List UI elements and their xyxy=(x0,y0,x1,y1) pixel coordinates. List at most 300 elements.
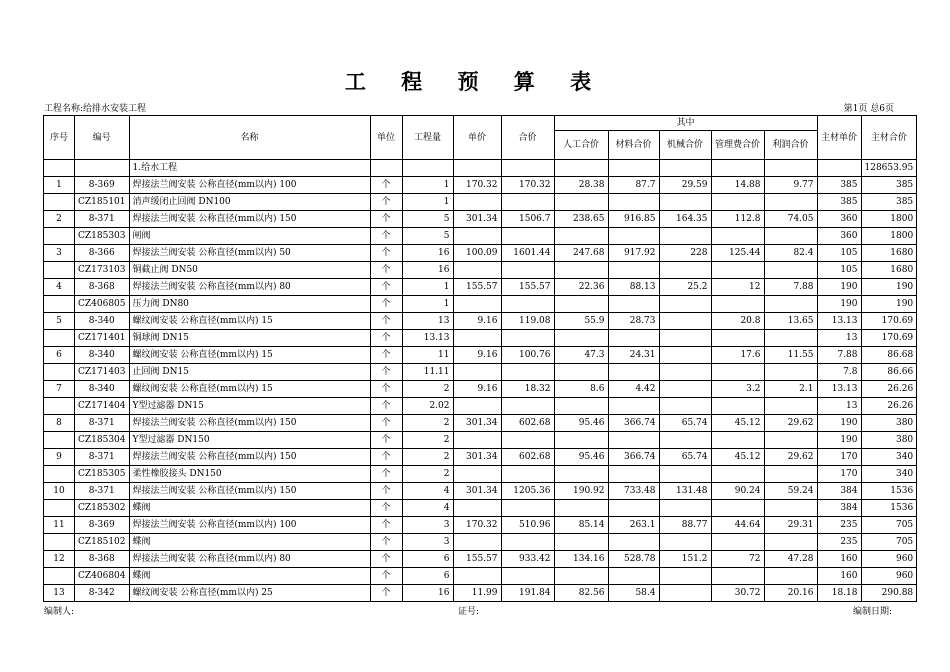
cell-code: CZ171403 xyxy=(75,364,130,381)
header-total: 合价 xyxy=(501,116,554,160)
cell-material xyxy=(608,568,659,585)
cell-labor: 22.36 xyxy=(554,279,608,296)
cell-unit: 个 xyxy=(370,534,402,551)
header-material: 材料合价 xyxy=(608,131,659,160)
cell-profit xyxy=(764,194,817,211)
cell-material xyxy=(608,432,659,449)
cell-total: 155.57 xyxy=(501,279,554,296)
cell-total: 1205.36 xyxy=(501,483,554,500)
cell-qty: 16 xyxy=(402,585,453,602)
header-unit: 单位 xyxy=(370,116,402,160)
cell-labor: 8.6 xyxy=(554,381,608,398)
cell-qty: 5 xyxy=(402,228,453,245)
cell-profit xyxy=(764,160,817,177)
cell-name: 焊接法兰阀安装 公称直径(mm以内) 50 xyxy=(129,245,370,262)
cell-name: 1.给水工程 xyxy=(129,160,370,177)
cell-seq: 13 xyxy=(44,585,75,602)
cell-main-unit: 190 xyxy=(817,279,861,296)
cell-main-unit: 235 xyxy=(817,517,861,534)
cell-main-unit: 360 xyxy=(817,228,861,245)
cell-unit-price: 301.34 xyxy=(453,483,501,500)
cell-profit xyxy=(764,466,817,483)
cell-name: 压力阀 DN80 xyxy=(129,296,370,313)
cell-code: 8-340 xyxy=(75,313,130,330)
cell-main-total: 1800 xyxy=(861,211,917,228)
cell-code: CZ171404 xyxy=(75,398,130,415)
cell-code: CZ406804 xyxy=(75,568,130,585)
cell-machine xyxy=(659,296,711,313)
cell-unit: 个 xyxy=(370,296,402,313)
cell-code: 8-371 xyxy=(75,211,130,228)
cell-total xyxy=(501,228,554,245)
cell-unit-price xyxy=(453,432,501,449)
cell-machine xyxy=(659,534,711,551)
cell-seq xyxy=(44,160,75,177)
cell-unit: 个 xyxy=(370,228,402,245)
cell-total: 602.68 xyxy=(501,449,554,466)
cell-unit-price xyxy=(453,364,501,381)
cell-profit xyxy=(764,228,817,245)
cell-seq: 11 xyxy=(44,517,75,534)
cell-machine xyxy=(659,432,711,449)
cell-seq xyxy=(44,466,75,483)
cell-code: CZ185102 xyxy=(75,534,130,551)
cell-total xyxy=(501,262,554,279)
table-row xyxy=(44,347,917,364)
cell-unit-price xyxy=(453,262,501,279)
cell-mgmt: 44.64 xyxy=(711,517,764,534)
cell-unit: 个 xyxy=(370,177,402,194)
cell-main-unit: 160 xyxy=(817,568,861,585)
cell-unit-price: 170.32 xyxy=(453,517,501,534)
header-main-total: 主材合价 xyxy=(861,116,917,160)
cell-code: CZ185304 xyxy=(75,432,130,449)
cell-labor: 247.68 xyxy=(554,245,608,262)
cell-main-total: 170.69 xyxy=(861,330,917,347)
cell-code: 8-340 xyxy=(75,381,130,398)
cell-machine: 164.35 xyxy=(659,211,711,228)
cell-name: 止回阀 DN15 xyxy=(129,364,370,381)
cell-unit: 个 xyxy=(370,194,402,211)
cell-machine: 29.59 xyxy=(659,177,711,194)
cell-mgmt: 14.88 xyxy=(711,177,764,194)
cell-unit-price: 155.57 xyxy=(453,279,501,296)
cell-name: 焊接法兰阀安装 公称直径(mm以内) 80 xyxy=(129,279,370,296)
cell-unit: 个 xyxy=(370,313,402,330)
cell-material xyxy=(608,500,659,517)
cell-material xyxy=(608,398,659,415)
cell-profit: 59.24 xyxy=(764,483,817,500)
table-row xyxy=(44,466,917,483)
cell-seq: 12 xyxy=(44,551,75,568)
cell-main-total: 26.26 xyxy=(861,381,917,398)
cell-name: 蝶阀 xyxy=(129,534,370,551)
cell-unit-price xyxy=(453,500,501,517)
cell-total xyxy=(501,296,554,313)
cell-qty: 16 xyxy=(402,245,453,262)
cell-labor xyxy=(554,500,608,517)
cell-mgmt: 17.6 xyxy=(711,347,764,364)
cell-main-unit: 190 xyxy=(817,415,861,432)
cell-qty: 16 xyxy=(402,262,453,279)
cert-label: 证号: xyxy=(458,607,480,617)
cell-unit: 个 xyxy=(370,449,402,466)
cell-main-unit: 384 xyxy=(817,483,861,500)
cell-seq: 3 xyxy=(44,245,75,262)
budget-table xyxy=(43,115,917,602)
cell-main-unit: 13.13 xyxy=(817,313,861,330)
cell-main-total: 190 xyxy=(861,296,917,313)
cell-profit: 29.62 xyxy=(764,415,817,432)
cell-unit-price xyxy=(453,330,501,347)
cell-labor: 134.16 xyxy=(554,551,608,568)
cell-total xyxy=(501,194,554,211)
cell-profit: 11.55 xyxy=(764,347,817,364)
cell-profit: 20.16 xyxy=(764,585,817,602)
table-row xyxy=(44,262,917,279)
cell-labor xyxy=(554,398,608,415)
cell-profit xyxy=(764,534,817,551)
cell-labor: 82.56 xyxy=(554,585,608,602)
cell-unit-price: 11.99 xyxy=(453,585,501,602)
cell-material: 916.85 xyxy=(608,211,659,228)
cell-unit: 个 xyxy=(370,415,402,432)
cell-material xyxy=(608,364,659,381)
project-name: 工程名称:给排水安装工程 xyxy=(44,104,147,114)
cell-mgmt xyxy=(711,262,764,279)
page-info: 第1页 总6页 xyxy=(843,104,894,114)
table-row xyxy=(44,245,917,262)
cell-unit-price xyxy=(453,534,501,551)
cell-mgmt: 20.8 xyxy=(711,313,764,330)
cell-unit: 个 xyxy=(370,517,402,534)
cell-mgmt: 45.12 xyxy=(711,449,764,466)
cell-name: 蝶阀 xyxy=(129,568,370,585)
header-among: 其中 xyxy=(554,116,817,131)
cell-labor: 238.65 xyxy=(554,211,608,228)
cell-code: 8-368 xyxy=(75,551,130,568)
cell-qty: 2 xyxy=(402,415,453,432)
cell-mgmt xyxy=(711,228,764,245)
cell-profit xyxy=(764,262,817,279)
cell-name: 蝶阀 xyxy=(129,500,370,517)
table-row xyxy=(44,568,917,585)
cell-mgmt xyxy=(711,364,764,381)
cell-profit: 13.65 xyxy=(764,313,817,330)
cell-mgmt xyxy=(711,160,764,177)
cell-unit-price: 301.34 xyxy=(453,211,501,228)
cell-main-total: 1800 xyxy=(861,228,917,245)
table-row xyxy=(44,415,917,432)
cell-unit: 个 xyxy=(370,347,402,364)
cell-main-unit: 13 xyxy=(817,398,861,415)
cell-main-unit: 13.13 xyxy=(817,381,861,398)
cell-material xyxy=(608,194,659,211)
cell-profit: 7.88 xyxy=(764,279,817,296)
cell-machine: 25.2 xyxy=(659,279,711,296)
cell-material xyxy=(608,466,659,483)
cell-main-unit: 384 xyxy=(817,500,861,517)
cell-profit xyxy=(764,296,817,313)
cell-machine xyxy=(659,194,711,211)
cell-seq: 9 xyxy=(44,449,75,466)
cell-name: 闸阀 xyxy=(129,228,370,245)
cell-total: 100.76 xyxy=(501,347,554,364)
cell-main-total: 385 xyxy=(861,177,917,194)
cell-machine: 88.77 xyxy=(659,517,711,534)
cell-material: 88.13 xyxy=(608,279,659,296)
cell-material xyxy=(608,296,659,313)
cell-labor: 190.92 xyxy=(554,483,608,500)
cell-unit-price: 301.34 xyxy=(453,449,501,466)
cell-main-unit: 235 xyxy=(817,534,861,551)
table-row xyxy=(44,313,917,330)
cell-total: 1601.44 xyxy=(501,245,554,262)
cell-seq xyxy=(44,296,75,313)
cell-mgmt: 30.72 xyxy=(711,585,764,602)
cell-name: 消声缓闭止回阀 DN100 xyxy=(129,194,370,211)
cell-material: 917.92 xyxy=(608,245,659,262)
cell-seq: 7 xyxy=(44,381,75,398)
cell-total xyxy=(501,500,554,517)
cell-qty: 1 xyxy=(402,194,453,211)
header-labor: 人工合价 xyxy=(554,131,608,160)
cell-qty: 1 xyxy=(402,279,453,296)
cell-total xyxy=(501,364,554,381)
cell-main-total: 340 xyxy=(861,466,917,483)
cell-main-unit: 7.8 xyxy=(817,364,861,381)
cell-unit: 个 xyxy=(370,585,402,602)
cell-labor: 55.9 xyxy=(554,313,608,330)
cell-total xyxy=(501,466,554,483)
cell-code: 8-369 xyxy=(75,177,130,194)
header-unit-price: 单价 xyxy=(453,116,501,160)
cell-mgmt: 72 xyxy=(711,551,764,568)
cell-profit: 2.1 xyxy=(764,381,817,398)
cell-machine xyxy=(659,262,711,279)
cell-unit-price xyxy=(453,296,501,313)
cell-name: Y型过滤器 DN15 xyxy=(129,398,370,415)
cell-material xyxy=(608,330,659,347)
cell-code: 8-371 xyxy=(75,415,130,432)
cell-main-total: 190 xyxy=(861,279,917,296)
cell-main-unit: 170 xyxy=(817,466,861,483)
cell-code: CZ406805 xyxy=(75,296,130,313)
cell-name: 焊接法兰阀安装 公称直径(mm以内) 100 xyxy=(129,177,370,194)
cell-seq: 2 xyxy=(44,211,75,228)
cell-qty: 1 xyxy=(402,296,453,313)
cell-main-total: 128653.95 xyxy=(861,160,917,177)
cell-mgmt xyxy=(711,330,764,347)
cell-total: 602.68 xyxy=(501,415,554,432)
cell-qty: 13 xyxy=(402,313,453,330)
cell-main-unit: 18.18 xyxy=(817,585,861,602)
header-code: 编号 xyxy=(75,116,130,160)
cell-mgmt: 90.24 xyxy=(711,483,764,500)
cell-main-unit: 190 xyxy=(817,296,861,313)
cell-machine xyxy=(659,347,711,364)
cell-labor xyxy=(554,194,608,211)
cell-unit: 个 xyxy=(370,466,402,483)
cell-qty: 5 xyxy=(402,211,453,228)
cell-unit-price: 155.57 xyxy=(453,551,501,568)
cell-machine: 131.48 xyxy=(659,483,711,500)
cell-code: CZ171401 xyxy=(75,330,130,347)
cell-main-total: 960 xyxy=(861,568,917,585)
header-name: 名称 xyxy=(129,116,370,160)
cell-unit: 个 xyxy=(370,245,402,262)
cell-name: 焊接法兰阀安装 公称直径(mm以内) 100 xyxy=(129,517,370,534)
cell-main-total: 86.66 xyxy=(861,364,917,381)
cell-unit: 个 xyxy=(370,500,402,517)
cell-seq: 5 xyxy=(44,313,75,330)
cell-mgmt: 12 xyxy=(711,279,764,296)
cell-main-unit: 385 xyxy=(817,177,861,194)
cell-qty: 1 xyxy=(402,177,453,194)
cell-code xyxy=(75,160,130,177)
cell-unit-price: 100.09 xyxy=(453,245,501,262)
cell-labor xyxy=(554,364,608,381)
cell-unit: 个 xyxy=(370,364,402,381)
cell-mgmt xyxy=(711,500,764,517)
cell-labor: 47.3 xyxy=(554,347,608,364)
cell-qty: 13.13 xyxy=(402,330,453,347)
cell-seq xyxy=(44,194,75,211)
cell-material: 28.73 xyxy=(608,313,659,330)
cell-mgmt xyxy=(711,194,764,211)
cell-seq: 8 xyxy=(44,415,75,432)
cell-total xyxy=(501,568,554,585)
cell-labor: 95.46 xyxy=(554,449,608,466)
cell-material: 366.74 xyxy=(608,415,659,432)
table-row xyxy=(44,585,917,602)
cell-unit-price: 301.34 xyxy=(453,415,501,432)
cell-code: CZ185302 xyxy=(75,500,130,517)
cell-machine xyxy=(659,466,711,483)
cell-labor xyxy=(554,228,608,245)
date-label: 编制日期: xyxy=(852,607,892,617)
cell-material: 528.78 xyxy=(608,551,659,568)
cell-code: 8-340 xyxy=(75,347,130,364)
cell-material xyxy=(608,160,659,177)
cell-main-total: 340 xyxy=(861,449,917,466)
cell-qty: 2 xyxy=(402,449,453,466)
cell-code: CZ185303 xyxy=(75,228,130,245)
cell-labor xyxy=(554,534,608,551)
cell-qty: 2 xyxy=(402,432,453,449)
cell-seq xyxy=(44,534,75,551)
cell-total xyxy=(501,398,554,415)
cell-mgmt xyxy=(711,432,764,449)
header-machine: 机械合价 xyxy=(659,131,711,160)
preparer-label: 编制人: xyxy=(44,607,75,617)
cell-unit: 个 xyxy=(370,432,402,449)
table-row xyxy=(44,534,917,551)
cell-machine: 228 xyxy=(659,245,711,262)
cell-material: 58.4 xyxy=(608,585,659,602)
cell-unit-price xyxy=(453,228,501,245)
cell-material: 24.31 xyxy=(608,347,659,364)
cell-total: 933.42 xyxy=(501,551,554,568)
cell-name: 螺纹阀安装 公称直径(mm以内) 15 xyxy=(129,313,370,330)
cell-qty: 6 xyxy=(402,551,453,568)
cell-unit: 个 xyxy=(370,551,402,568)
cell-machine xyxy=(659,364,711,381)
cell-unit-price xyxy=(453,194,501,211)
cell-total: 119.08 xyxy=(501,313,554,330)
cell-labor xyxy=(554,296,608,313)
cell-seq xyxy=(44,568,75,585)
cell-code: 8-371 xyxy=(75,449,130,466)
cell-main-total: 1536 xyxy=(861,483,917,500)
cell-labor xyxy=(554,262,608,279)
cell-qty: 11.11 xyxy=(402,364,453,381)
header-seq: 序号 xyxy=(44,116,75,160)
cell-name: 铜球阀 DN15 xyxy=(129,330,370,347)
cell-name: 焊接法兰阀安装 公称直径(mm以内) 150 xyxy=(129,415,370,432)
table-row xyxy=(44,500,917,517)
cell-machine xyxy=(659,568,711,585)
cell-machine xyxy=(659,381,711,398)
cell-mgmt: 125.44 xyxy=(711,245,764,262)
table-row xyxy=(44,228,917,245)
cell-total: 18.32 xyxy=(501,381,554,398)
cell-main-total: 1536 xyxy=(861,500,917,517)
cell-qty: 2 xyxy=(402,466,453,483)
cell-machine xyxy=(659,313,711,330)
cell-qty xyxy=(402,160,453,177)
cell-code: 8-371 xyxy=(75,483,130,500)
cell-total: 1506.7 xyxy=(501,211,554,228)
cell-main-unit: 7.88 xyxy=(817,347,861,364)
header-profit: 利润合价 xyxy=(764,131,817,160)
cell-total: 170.32 xyxy=(501,177,554,194)
cell-labor xyxy=(554,432,608,449)
cell-unit-price: 9.16 xyxy=(453,381,501,398)
cell-material: 263.1 xyxy=(608,517,659,534)
cell-seq xyxy=(44,500,75,517)
cell-profit: 82.4 xyxy=(764,245,817,262)
table-row xyxy=(44,517,917,534)
table-row xyxy=(44,449,917,466)
cell-profit: 9.77 xyxy=(764,177,817,194)
cell-labor: 85.14 xyxy=(554,517,608,534)
cell-name: 螺纹阀安装 公称直径(mm以内) 15 xyxy=(129,381,370,398)
cell-machine xyxy=(659,228,711,245)
cell-name: 焊接法兰阀安装 公称直径(mm以内) 80 xyxy=(129,551,370,568)
table-row xyxy=(44,160,917,177)
cell-unit: 个 xyxy=(370,381,402,398)
table-row xyxy=(44,194,917,211)
cell-main-unit: 13 xyxy=(817,330,861,347)
cell-unit-price xyxy=(453,466,501,483)
cell-code: 8-369 xyxy=(75,517,130,534)
cell-unit: 个 xyxy=(370,279,402,296)
cell-unit: 个 xyxy=(370,211,402,228)
cell-total xyxy=(501,330,554,347)
cell-name: 螺纹阀安装 公称直径(mm以内) 15 xyxy=(129,347,370,364)
cell-profit: 29.62 xyxy=(764,449,817,466)
cell-unit: 个 xyxy=(370,568,402,585)
cell-name: 柔性橡胶接头 DN150 xyxy=(129,466,370,483)
cell-total: 191.84 xyxy=(501,585,554,602)
cell-mgmt xyxy=(711,534,764,551)
cell-seq xyxy=(44,398,75,415)
cell-main-total: 86.68 xyxy=(861,347,917,364)
table-row xyxy=(44,177,917,194)
table-row xyxy=(44,296,917,313)
cell-machine xyxy=(659,398,711,415)
